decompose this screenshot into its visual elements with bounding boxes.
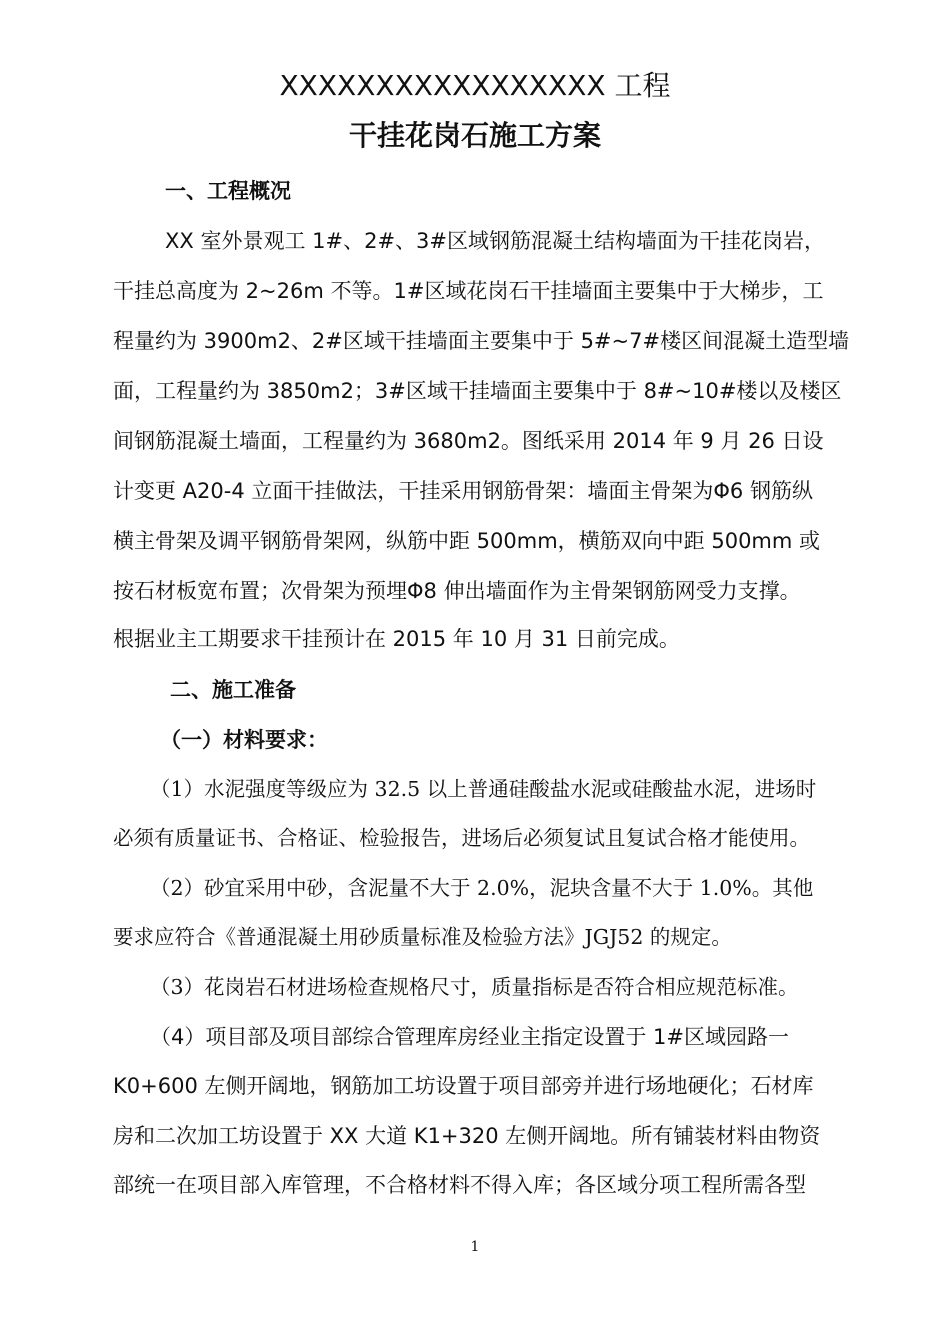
overview-line: 计变更 A20-4 立面干挂做法，干挂采用钢筋骨架：墙面主骨架为Φ6 钢筋纵 [113, 479, 813, 503]
overview-line: 面，工程量约为 3850m2；3#区域干挂墙面主要集中于 8#~10#楼以及楼区 [113, 379, 842, 403]
overview-line: 干挂总高度为 2~26m 不等。1#区域花岗石干挂墙面主要集中于大梯步，工 [113, 279, 824, 303]
overview-line: 按石材板宽布置；次骨架为预埋Φ8 伸出墙面作为主骨架钢筋网受力支撑。 [113, 579, 801, 603]
overview-line: XX 室外景观工 1#、2#、3#区域钢筋混凝土结构墙面为干挂花岗岩， [165, 229, 825, 253]
overview-line: 程量约为 3900m2、2#区域干挂墙面主要集中于 5#~7#楼区间混凝土造型墙 [113, 329, 850, 353]
overview-line: 横主骨架及调平钢筋骨架网，纵筋中距 500mm，横筋双向中距 500mm 或 [113, 529, 821, 553]
project-title: XXXXXXXXXXXXXXXXX 工程 [279, 69, 671, 102]
material-item-line: 部统一在项目部入库管理，不合格材料不得入库；各区域分项工程所需各型 [113, 1173, 806, 1197]
overview-line: 根据业主工期要求干挂预计在 2015 年 10 月 31 日前完成。 [113, 627, 680, 651]
material-item-line: K0+600 左侧开阔地，钢筋加工坊设置于项目部旁并进行场地硬化；石材库 [113, 1074, 814, 1098]
section-heading-overview: 一、工程概况 [165, 179, 291, 203]
material-item-line: （2）砂宜采用中砂，含泥量不大于 2.0%，泥块含量不大于 1.0%。其他 [150, 876, 814, 900]
page-number: 1 [470, 1239, 480, 1255]
material-item-line: （1）水泥强度等级应为 32.5 以上普通硅酸盐水泥或硅酸盐水泥，进场时 [150, 777, 817, 801]
material-item-line: （4）项目部及项目部综合管理库房经业主指定设置于 1#区域园路一 [150, 1025, 789, 1049]
subsection-heading-materials: （一）材料要求： [160, 728, 328, 752]
material-item-line: 房和二次加工坊设置于 XX 大道 K1+320 左侧开阔地。所有铺装材料由物资 [113, 1124, 821, 1148]
material-item-line: 必须有质量证书、合格证、检验报告，进场后必须复试且复试合格才能使用。 [113, 826, 810, 850]
material-item-line: 要求应符合《普通混凝土用砂质量标准及检验方法》JGJ52 的规定。 [113, 925, 732, 949]
overview-line: 间钢筋混凝土墙面，工程量约为 3680m2。图纸采用 2014 年 9 月 26 日设 [113, 429, 824, 453]
material-item-line: （3）花岗岩石材进场检查规格尺寸，质量指标是否符合相应规范标准。 [150, 975, 799, 999]
document-title: 干挂花岗石施工方案 [348, 119, 601, 152]
section-heading-preparation: 二、施工准备 [170, 678, 296, 702]
